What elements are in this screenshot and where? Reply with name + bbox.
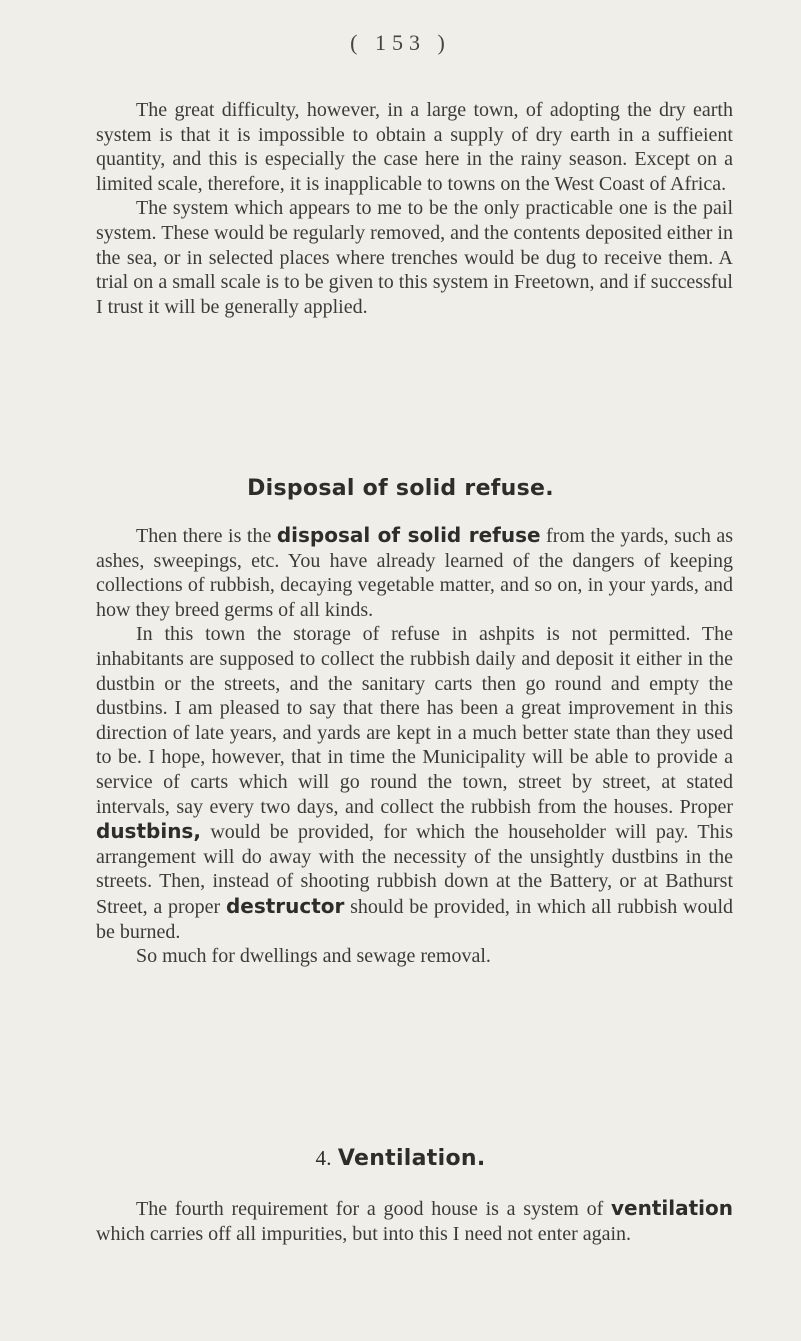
- text-run: from the yards, such as ashes, sweepings, etc. You have already learned of the dangers of keeping collections of rubbish, decaying vegetable matter, and so on, in your yards, and how they breed germs of all kinds.: [96, 525, 733, 621]
- emphasis-dustbins: dustbins,: [96, 819, 201, 844]
- paragraph-pail-system: The system which appears to me to be the only practicable one is the pail system. These would be regularly removed, and the contents deposited either in the sea, or in selected places where trenches would be dug to receive them. A trial on a small scale is to be given to this system in Freetown, and if successful I trust it will be generally applied.: [96, 197, 733, 318]
- section-ventilation: [96, 1196, 733, 1246]
- paragraph-refuse-dangers: [96, 523, 733, 622]
- section-solid-refuse: [96, 523, 733, 969]
- emphasis-disposal-of-solid-refuse: disposal of solid refuse: [276, 523, 541, 547]
- text-run: Then there is the: [136, 525, 277, 547]
- text-run: In this town the storage of refuse in ashpits is not permitted. The inhabitants are supposed to collect the rubbish daily and deposit it either in the dustbin or the streets, and the sanitary carts then go round and empty the dustbins. I am pleased to say that there has been a great improvement in this direction of late years, and yards are kept in a much better state than they used to be. I hope, however, that in time the Municipality will be able to provide a service of carts which will go round the town, street by street, at stated intervals, say every two days, and collect the rubbish from the houses. Proper: [96, 623, 733, 818]
- section-title: Ventilation.: [337, 1146, 486, 1171]
- heading-ventilation: [0, 1146, 801, 1171]
- page-number: ( 153 ): [350, 30, 451, 55]
- paragraph-dry-earth: The great difficulty, however, in a large town, of adopting the dry earth system is that it is impossible to obtain a supply of dry earth in a suffieient quantity, and this is especially the case here in the rainy season. Except on a limited scale, therefore, it is inapplicable to towns on the West Coast of Africa.: [96, 99, 733, 195]
- paragraph-refuse-storage: [96, 622, 733, 944]
- paragraph-summary: So much for dwellings and sewage removal.: [136, 945, 491, 968]
- paragraph-ventilation: [96, 1196, 733, 1246]
- emphasis-ventilation: ventilation: [610, 1196, 733, 1220]
- section-number: 4.: [315, 1146, 332, 1170]
- heading-disposal-of-solid-refuse: Disposal of solid refuse.: [247, 476, 554, 501]
- section-dry-earth-and-pail-system: [96, 98, 733, 319]
- text-run: The fourth requirement for a good house is a system of: [136, 1198, 611, 1220]
- text-run: should be provided, in which all rubbish would be burned.: [96, 895, 734, 943]
- emphasis-destructor: destructor: [225, 893, 345, 918]
- text-run: which carries off all impurities, but into this I need not enter again.: [96, 1222, 632, 1245]
- text-run: would be provided, for which the householder will pay. This arrangement will do away with the necessity of the unsightly dustbins in the streets. Then, instead of shooting rubbish down at the Battery, or at Bathurst Street, a proper: [96, 821, 733, 918]
